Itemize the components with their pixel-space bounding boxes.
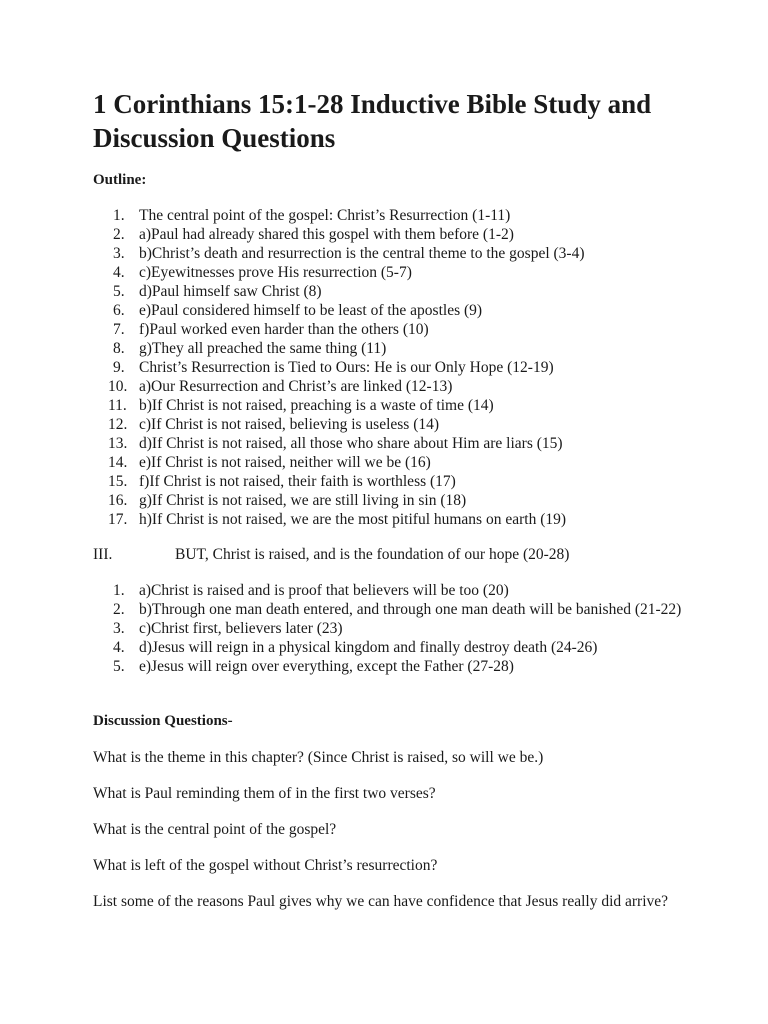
- item-text: e)Jesus will reign over everything, except the Father (27-28): [139, 658, 514, 675]
- item-text: d)Jesus will reign in a physical kingdom and finally destroy death (24-26): [139, 639, 598, 656]
- item-text: h)If Christ is not raised, we are the most pitiful humans on earth (19): [139, 511, 567, 528]
- list-item: [93, 453, 693, 472]
- item-number: 1.: [113, 207, 125, 224]
- item-number: 17.: [108, 511, 128, 528]
- item-text: b)Through one man death entered, and through one man death will be banished (21-22): [139, 601, 682, 618]
- item-number: 4.: [113, 264, 125, 281]
- item-text: a)Our Resurrection and Christ’s are linked (12-13): [139, 378, 453, 395]
- item-number: 13.: [108, 435, 128, 452]
- item-number: 15.: [108, 473, 128, 490]
- list-item: [93, 358, 693, 377]
- item-number: 4.: [113, 639, 125, 656]
- item-number: 10.: [108, 378, 128, 395]
- list-item: [93, 263, 693, 282]
- item-text: b)If Christ is not raised, preaching is a waste of time (14): [139, 397, 494, 414]
- item-number: 2.: [113, 226, 125, 243]
- list-item: [93, 377, 693, 396]
- section-number: III.: [93, 546, 113, 563]
- list-item: [93, 619, 693, 638]
- item-text: g)If Christ is not raised, we are still living in sin (18): [139, 492, 467, 509]
- item-number: 7.: [113, 321, 125, 338]
- item-text: g)They all preached the same thing (11): [139, 340, 387, 357]
- item-number: 11.: [108, 397, 127, 414]
- list-item: [93, 225, 693, 244]
- item-text: The central point of the gospel: Christ’s Resurrection (1-11): [139, 207, 511, 224]
- item-text: a)Paul had already shared this gospel with them before (1-2): [139, 226, 514, 243]
- outline-heading: Outline:: [93, 172, 147, 188]
- item-text: Christ’s Resurrection is Tied to Ours: He is our Only Hope (12-19): [139, 359, 554, 376]
- item-number: 5.: [113, 283, 125, 300]
- list-item: [93, 301, 693, 320]
- item-text: f)If Christ is not raised, their faith is worthless (17): [139, 473, 456, 490]
- discussion-heading: Discussion Questions-: [93, 713, 233, 729]
- item-number: 6.: [113, 302, 125, 319]
- outline-list: [93, 206, 693, 529]
- item-number: 16.: [108, 492, 128, 509]
- item-text: e)If Christ is not raised, neither will we be (16): [139, 454, 431, 471]
- item-number: 2.: [113, 601, 125, 618]
- question-3: What is the central point of the gospel?: [93, 821, 337, 838]
- list-item: [93, 581, 693, 600]
- question-1: What is the theme in this chapter? (Since Christ is raised, so will we be.): [93, 749, 544, 766]
- question-4: What is left of the gospel without Christ’s resurrection?: [93, 857, 438, 874]
- list-item: [93, 415, 693, 434]
- item-text: d)If Christ is not raised, all those who share about Him are liars (15): [139, 435, 563, 452]
- list-item: [93, 600, 693, 619]
- list-item: [93, 396, 693, 415]
- list-item: [93, 282, 693, 301]
- document-title: 1 Corinthians 15:1-28 Inductive Bible Study and Discussion Questions: [93, 89, 652, 153]
- item-text: e)Paul considered himself to be least of the apostles (9): [139, 302, 483, 319]
- list-item: [93, 657, 693, 676]
- item-text: c)If Christ is not raised, believing is useless (14): [139, 416, 440, 433]
- list-item: [93, 638, 693, 657]
- item-number: 3.: [113, 245, 125, 262]
- item-text: c)Christ first, believers later (23): [139, 620, 343, 637]
- section-iii-list: [93, 581, 693, 676]
- item-number: 9.: [113, 359, 125, 376]
- item-number: 3.: [113, 620, 125, 637]
- list-item: [93, 320, 693, 339]
- list-item: [93, 434, 693, 453]
- item-text: b)Christ’s death and resurrection is the central theme to the gospel (3-4): [139, 245, 585, 262]
- list-item: [93, 244, 693, 263]
- item-text: f)Paul worked even harder than the others (10): [139, 321, 429, 338]
- item-text: d)Paul himself saw Christ (8): [139, 283, 322, 300]
- item-text: a)Christ is raised and is proof that believers will be too (20): [139, 582, 509, 599]
- item-number: 1.: [113, 582, 125, 599]
- item-number: 8.: [113, 340, 125, 357]
- question-2: What is Paul reminding them of in the first two verses?: [93, 785, 436, 802]
- item-number: 12.: [108, 416, 128, 433]
- list-item: [93, 339, 693, 358]
- question-5: List some of the reasons Paul gives why we can have confidence that Jesus really did arrive?: [93, 893, 669, 910]
- list-item: [93, 510, 693, 529]
- list-item: [93, 472, 693, 491]
- section-text: BUT, Christ is raised, and is the foundation of our hope (20-28): [175, 546, 570, 563]
- list-item: [93, 491, 693, 510]
- item-number: 14.: [108, 454, 128, 471]
- list-item: [93, 206, 693, 225]
- item-number: 5.: [113, 658, 125, 675]
- item-text: c)Eyewitnesses prove His resurrection (5-7): [139, 264, 412, 281]
